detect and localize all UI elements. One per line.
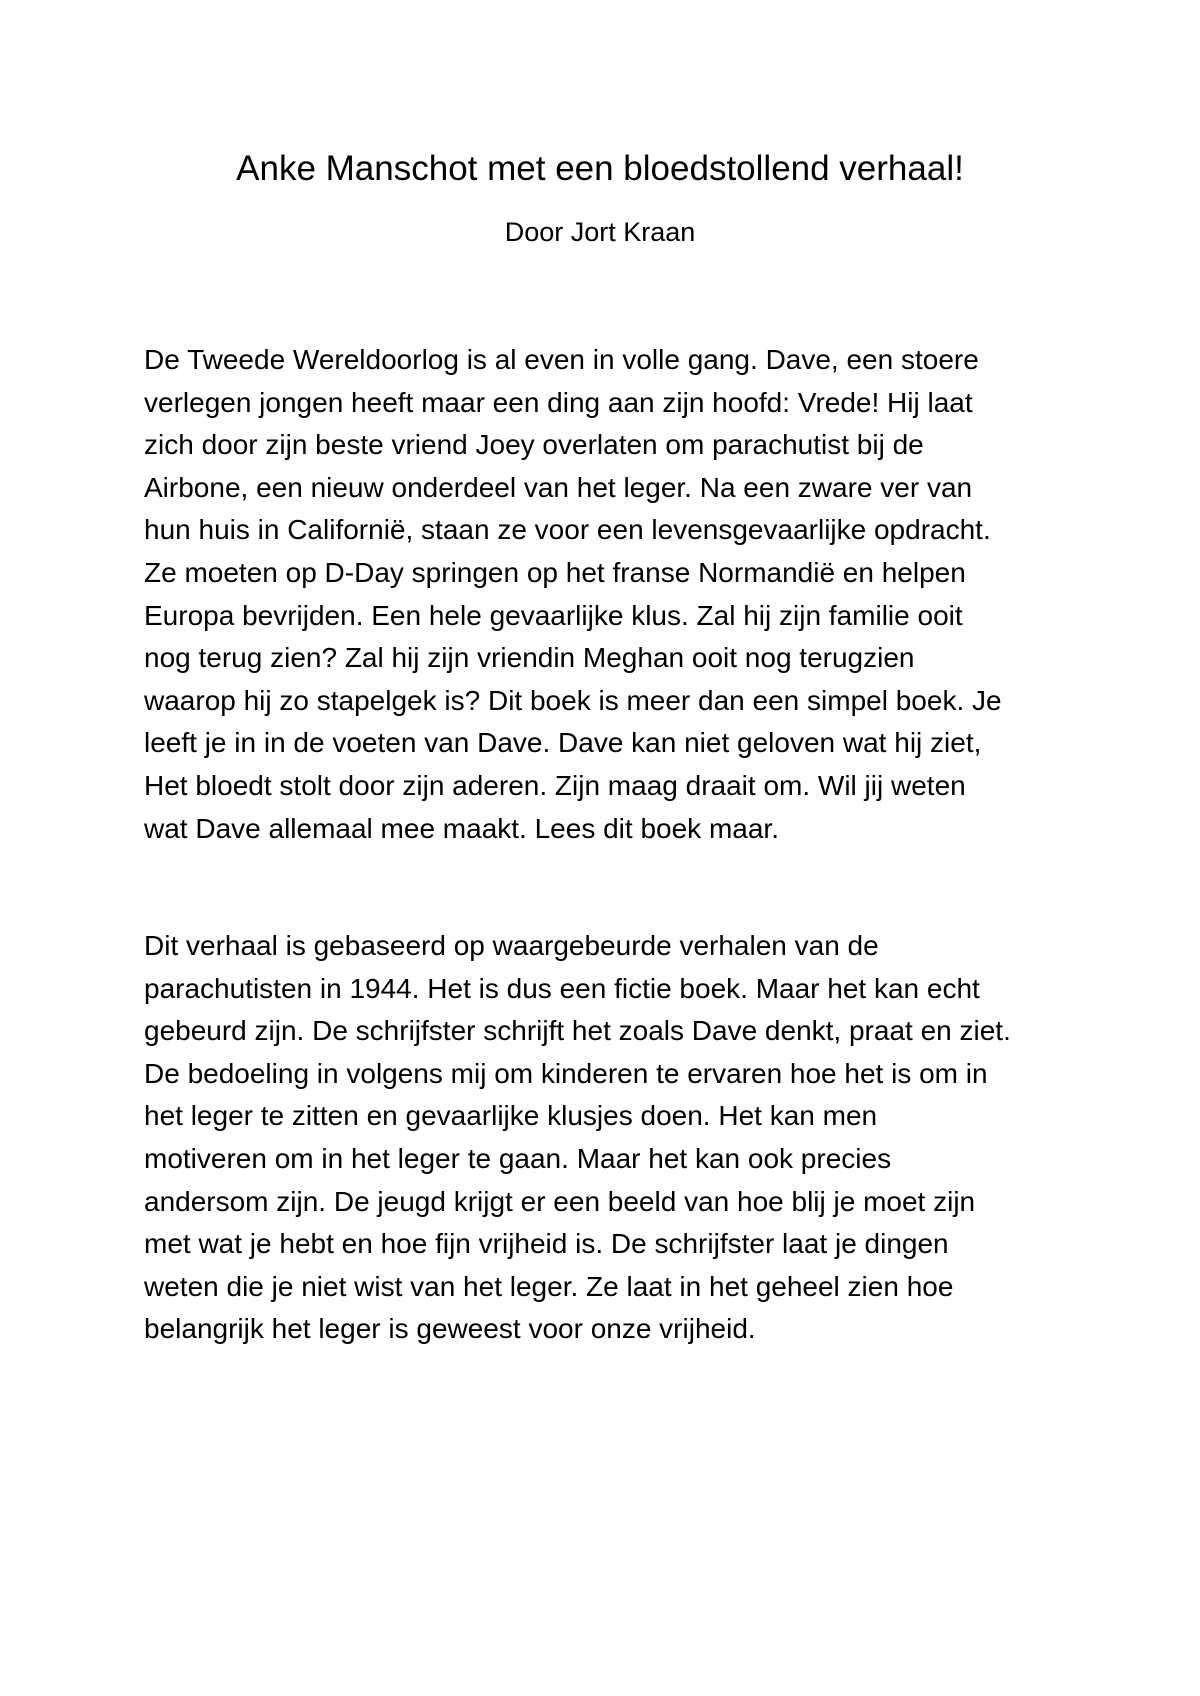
text-line: motiveren om in het leger te gaan. Maar het kan ook precies bbox=[144, 1142, 892, 1174]
text-line: met wat je hebt en hoe fijn vrijheid is. De schrijfster laat je dingen bbox=[144, 1228, 949, 1260]
text-line: het leger te zitten en gevaarlijke klusjes doen. Het kan men bbox=[144, 1100, 878, 1132]
author-byline: Door Jort Kraan bbox=[504, 217, 696, 247]
text-line: Europa bevrijden. Een hele gevaarlijke klus. Zal hij zijn familie ooit bbox=[144, 599, 963, 631]
text-line: Airbone, een nieuw onderdeel van het leger. Na een zware ver van bbox=[144, 471, 973, 503]
text-line: belangrijk het leger is geweest voor onze vrijheid. bbox=[144, 1313, 756, 1345]
text-line: hun huis in Californië, staan ze voor een levensgevaarlijke opdracht. bbox=[144, 514, 991, 546]
text-line: De Tweede Wereldoorlog is al even in volle gang. Dave, een stoere bbox=[144, 344, 979, 375]
paragraph-summary bbox=[144, 339, 1144, 850]
text-line: andersom zijn. De jeugd krijgt er een beeld van hoe blij je moet zijn bbox=[144, 1185, 976, 1217]
text-line: Het bloedt stolt door zijn aderen. Zijn maag draait om. Wil jij weten bbox=[144, 769, 966, 801]
text-line: parachutisten in 1944. Het is dus een fictie boek. Maar het kan echt bbox=[144, 972, 980, 1004]
text-line: De bedoeling in volgens mij om kinderen te ervaren hoe het is om in bbox=[144, 1057, 988, 1089]
paragraph-review bbox=[144, 925, 1144, 1351]
text-line: Dit verhaal is gebaseerd op waargebeurde verhalen van de bbox=[144, 930, 879, 961]
text-line: zich door zijn beste vriend Joey overlaten om parachutist bij de bbox=[144, 429, 924, 461]
text-line: leeft je in in de voeten van Dave. Dave kan niet geloven wat hij ziet, bbox=[144, 727, 982, 759]
text-line: gebeurd zijn. De schrijfster schrijft het zoals Dave denkt, praat en ziet. bbox=[144, 1015, 1011, 1047]
text-line: waarop hij zo stapelgek is? Dit boek is meer dan een simpel boek. Je bbox=[144, 684, 1002, 716]
text-line: weten die je niet wist van het leger. Ze laat in het geheel zien hoe bbox=[144, 1270, 954, 1302]
text-line: Ze moeten op D-Day springen op het franse Normandië en helpen bbox=[144, 556, 966, 588]
text-line: nog terug zien? Zal hij zijn vriendin Meghan ooit nog terugzien bbox=[144, 642, 915, 674]
document-title: Anke Manschot met een bloedstollend verhaal! bbox=[236, 149, 964, 188]
text-line: wat Dave allemaal mee maakt. Lees dit boek maar. bbox=[144, 812, 779, 844]
text-line: verlegen jongen heeft maar een ding aan zijn hoofd: Vrede! Hij laat bbox=[144, 386, 973, 418]
